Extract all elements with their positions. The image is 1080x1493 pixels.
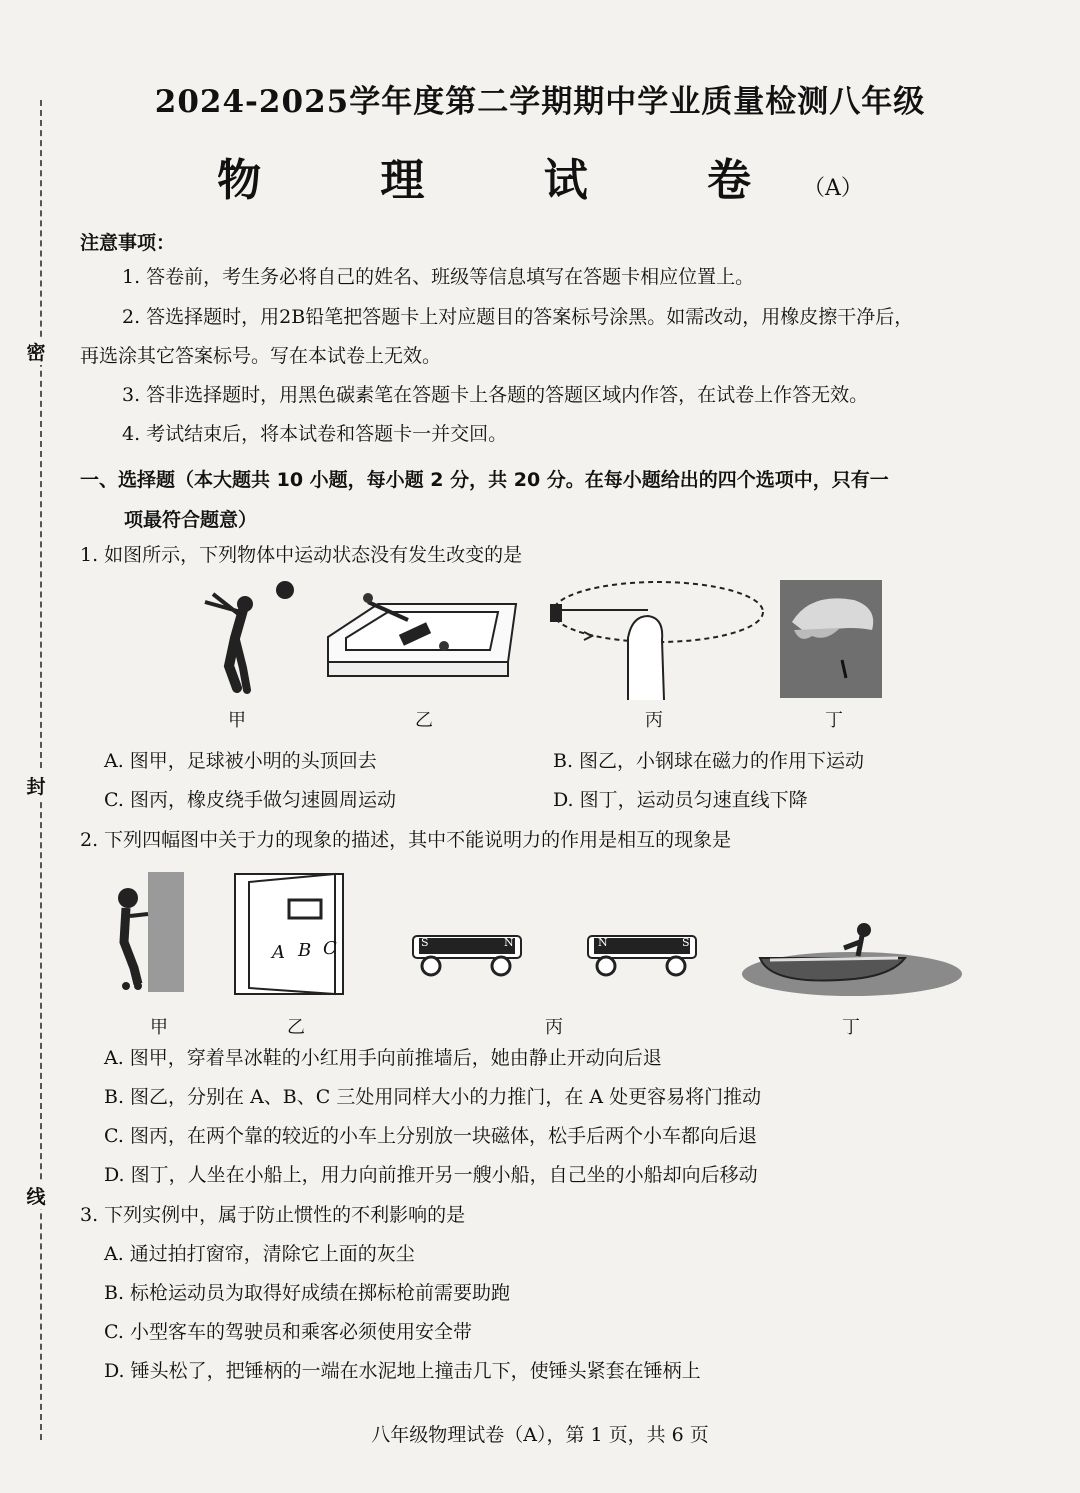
q2-option-c: C. 图丙，在两个靠的较近的小车上分别放一块磁体，松手后两个小车都向后退 <box>104 1125 757 1147</box>
q2-door-point-b: B <box>298 940 312 961</box>
q1-label-bing: 丙 <box>645 710 663 731</box>
binding-char-feng: 封 <box>24 772 48 799</box>
notice-item-2-cont: 再选涂其它答案标号。写在本试卷上无效。 <box>80 345 442 367</box>
binding-char-xian: 线 <box>24 1182 48 1209</box>
section-heading-line1: 一、选择题（本大题共 10 小题，每小题 2 分，共 20 分。在每小题给出的四个选项中，只有一 <box>80 469 889 491</box>
q2-magnet-pole-2: N <box>504 936 514 949</box>
q2-figure-yi <box>233 872 345 996</box>
q2-magnet-pole-1: S <box>421 936 429 949</box>
q2-stem: 2. 下列四幅图中关于力的现象的描述，其中不能说明力的作用是相互的现象是 <box>80 829 732 851</box>
notice-item-4: 4. 考试结束后，将本试卷和答题卡一并交回。 <box>122 423 508 445</box>
subject-name: 物 理 试 卷 <box>217 155 804 206</box>
q2-option-b: B. 图乙，分别在 A、B、C 三处用同样大小的力推门，在 A 处更容易将门推动 <box>104 1086 762 1108</box>
q2-label-ding: 丁 <box>842 1017 860 1038</box>
q1-option-c: C. 图丙，橡皮绕手做匀速圆周运动 <box>104 789 396 811</box>
sheet-title: 2024-2025学年度第二学期期中学业质量检测八年级 <box>154 84 926 120</box>
binding-char-mi: 密 <box>24 338 48 365</box>
notice-item-1: 1. 答卷前，考生务必将自己的姓名、班级等信息填写在答题卡相应位置上。 <box>122 266 755 288</box>
section-heading <box>80 460 1000 540</box>
q3-option-b: B. 标枪运动员为取得好成绩在掷标枪前需要助跑 <box>104 1282 511 1304</box>
q3-option-a: A. 通过拍打窗帘，清除它上面的灰尘 <box>104 1243 415 1265</box>
q1-figure-yi <box>318 592 518 692</box>
notice-item-2: 2. 答选择题时，用2B铅笔把答题卡上对应题目的答案标号涂黑。如需改动，用橡皮擦干净后， <box>122 306 914 328</box>
q1-stem: 1. 如图所示，下列物体中运动状态没有发生改变的是 <box>80 544 523 566</box>
binding-dashed-line <box>40 100 42 1440</box>
q1-option-b: B. 图乙，小钢球在磁力的作用下运动 <box>553 750 865 772</box>
notice-item-3: 3. 答非选择题时，用黑色碳素笔在答题卡上各题的答题区域内作答，在试卷上作答无效。 <box>122 384 869 406</box>
q1-label-yi: 乙 <box>415 710 433 731</box>
q3-option-d: D. 锤头松了，把锤柄的一端在水泥地上撞击几下，使锤头紧套在锤柄上 <box>104 1360 701 1382</box>
q1-figure-bing <box>548 578 768 703</box>
q2-magnet-pole-4: S <box>682 936 690 949</box>
q1-figure-ding <box>780 580 882 698</box>
q2-option-a: A. 图甲，穿着旱冰鞋的小红用手向前推墙后，她由静止开动向后退 <box>104 1047 662 1069</box>
q2-label-jia: 甲 <box>150 1017 168 1038</box>
q2-option-d: D. 图丁，人坐在小船上，用力向前推开另一艘小船，自己坐的小船却向后移动 <box>104 1164 758 1186</box>
section-heading-line2: 项最符合题意） <box>124 509 258 531</box>
q2-label-yi: 乙 <box>287 1017 305 1038</box>
q1-label-jia: 甲 <box>228 710 246 731</box>
q2-figure-ding <box>740 918 965 1000</box>
page-footer: 八年级物理试卷（A），第 1 页，共 6 页 <box>371 1424 709 1446</box>
q2-label-bing: 丙 <box>545 1017 563 1038</box>
q2-figure-jia <box>108 872 188 992</box>
q2-magnet-pole-3: N <box>598 936 608 949</box>
q2-door-point-a: A <box>272 942 285 963</box>
q1-option-d: D. 图丁，运动员匀速直线下降 <box>553 789 808 811</box>
subject-title <box>0 144 1080 208</box>
q2-door-point-c: C <box>323 938 337 959</box>
paper-version: （A） <box>803 176 863 201</box>
q1-option-a: A. 图甲，足球被小明的头顶回去 <box>104 750 377 772</box>
q3-stem: 3. 下列实例中，属于防止惯性的不利影响的是 <box>80 1204 466 1226</box>
q1-label-ding: 丁 <box>825 710 843 731</box>
notice-heading: 注意事项： <box>80 232 176 254</box>
q1-figure-jia <box>185 576 305 701</box>
q3-option-c: C. 小型客车的驾驶员和乘客必须使用安全带 <box>104 1321 472 1343</box>
